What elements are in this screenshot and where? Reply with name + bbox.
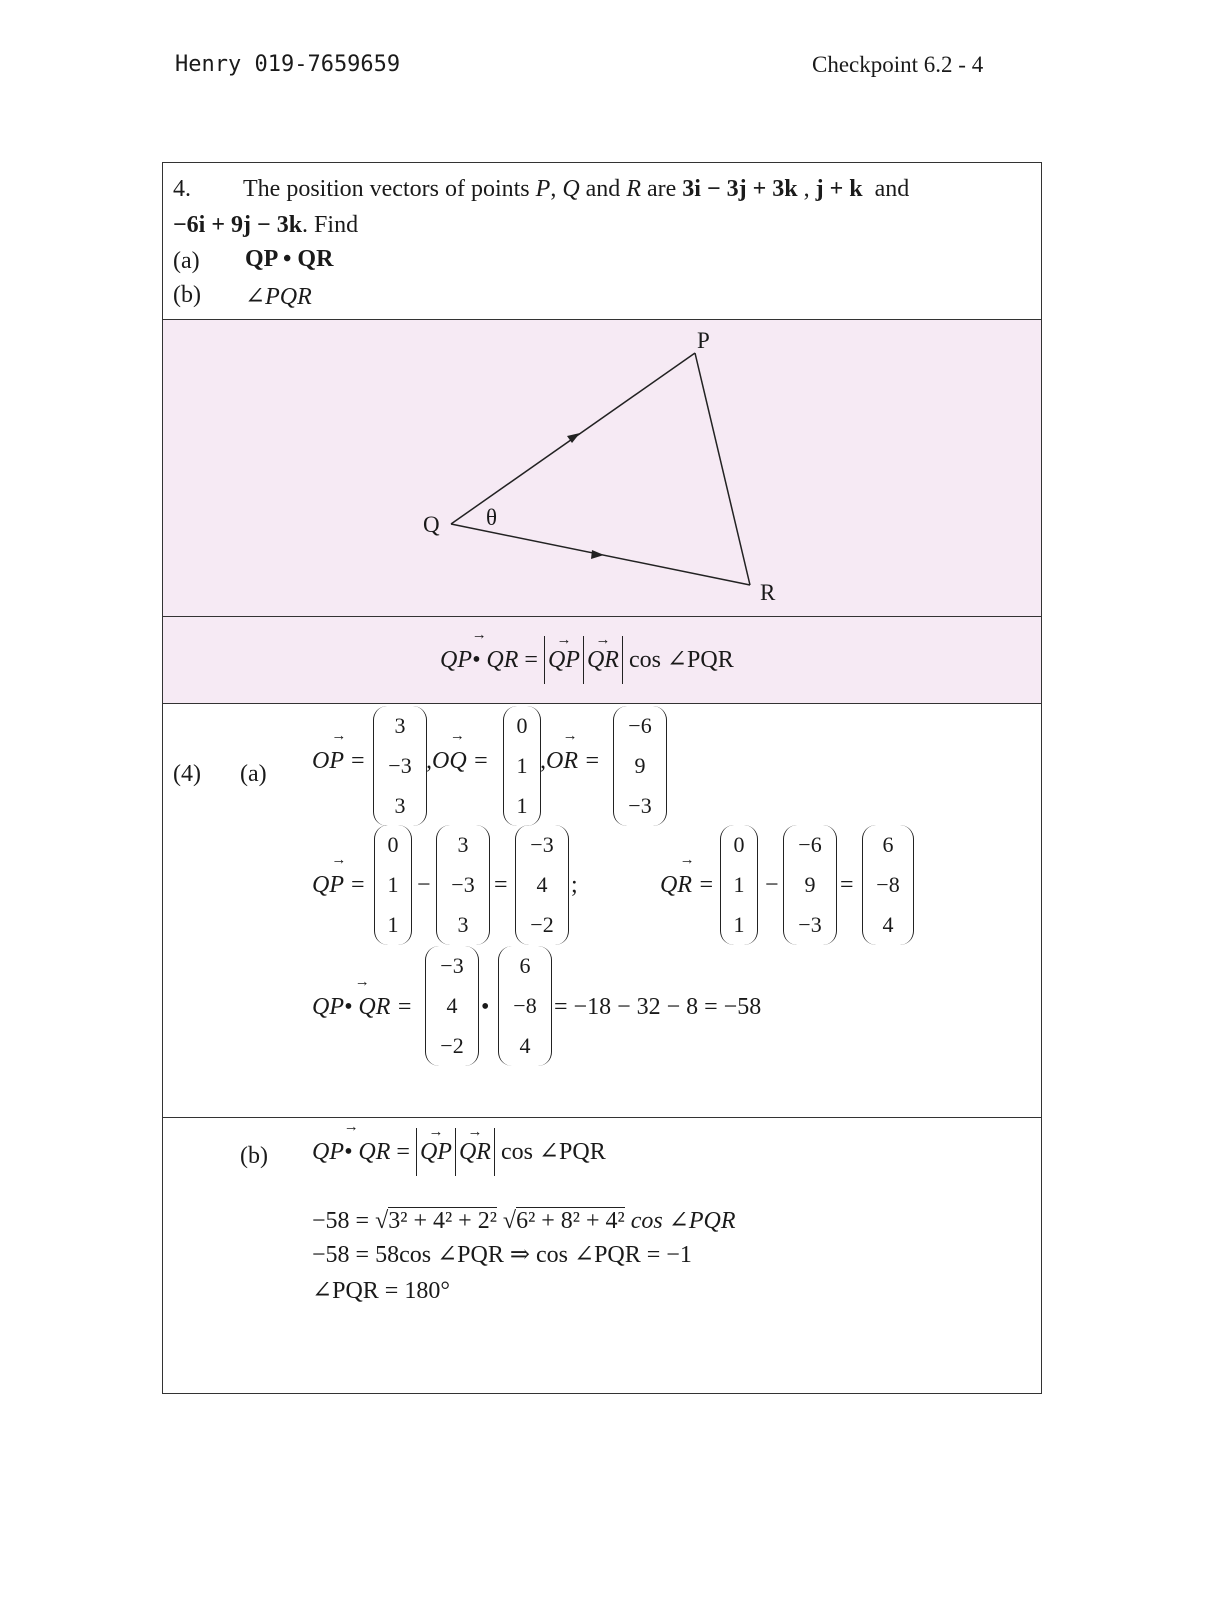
question-intro: The position vectors of points <box>243 176 536 202</box>
qp-minus: − <box>417 872 431 898</box>
point-q: Q <box>562 176 580 202</box>
question-line-1: The position vectors of points P, Q and R are 3i − 3j + 3k , j + k and <box>243 176 910 202</box>
qp-label: → QP = <box>312 872 366 899</box>
part-a-text: QP • QR <box>245 246 334 272</box>
and-word-2: and <box>874 176 910 202</box>
qr-label: → QR = <box>660 872 714 899</box>
qr-matrix-2: −6 9 −3 <box>783 825 837 945</box>
or-label: → ,OR = <box>540 748 600 775</box>
qr-minus: − <box>765 872 779 898</box>
or-matrix: −6 9 −3 <box>613 706 667 826</box>
qp-result-matrix: −3 4 −2 <box>515 825 569 945</box>
formula-lhs: → QP• QR <box>440 647 518 674</box>
solution-b-label: (b) <box>240 1143 268 1169</box>
sqrt-icon: √ <box>375 1208 389 1234</box>
vector-q: j + k <box>815 176 863 202</box>
dot-symbol: • <box>481 994 490 1020</box>
solution-b-line-3: −58 = 58cos ∠PQR ⇒ cos ∠PQR = −1 <box>312 1242 692 1268</box>
op-matrix: 3 −3 3 <box>373 706 427 826</box>
solution-b-line-2: −58 = √3² + 4² + 2² √6² + 8² + 4² cos ∠PQR <box>312 1208 736 1234</box>
label-p: P <box>697 328 710 353</box>
solution-number: (4) <box>173 761 201 787</box>
find-word: . Find <box>302 212 359 238</box>
part-b-text: ∠PQR <box>245 284 312 310</box>
point-r: R <box>626 176 641 202</box>
formula-cos: cos ∠PQR <box>628 647 734 673</box>
part-b-label: (b) <box>173 282 201 308</box>
oq-matrix: 0 1 1 <box>503 706 541 826</box>
dot-result: = −18 − 32 − 8 = −58 <box>554 994 762 1020</box>
qp-equals: = <box>494 872 508 898</box>
qr-equals: = <box>840 872 854 898</box>
qp-matrix-1: 0 1 1 <box>374 825 412 945</box>
question-line-2 <box>173 212 358 239</box>
arrow-qr-icon <box>591 550 604 559</box>
formula-equals: = <box>524 647 538 673</box>
solution-b-line-1: → QP• QR = → QP→ QR cos ∠PQR <box>312 1128 606 1176</box>
op-label: → OP = <box>312 748 366 775</box>
b-qr-mag: → QR <box>456 1128 495 1176</box>
dot-matrix-2: 6 −8 4 <box>498 946 552 1066</box>
formula-qp-mag: → QP <box>544 636 584 684</box>
qr-result-matrix: 6 −8 4 <box>862 825 914 945</box>
question-number: 4. <box>173 176 191 202</box>
triangle-diagram <box>162 319 1042 617</box>
header-contact: Henry 019-7659659 <box>175 52 401 77</box>
formula-qr-mag: → QR <box>584 636 623 684</box>
side-pr <box>695 353 750 585</box>
qp-semicolon: ; <box>571 872 578 898</box>
qp-matrix-2: 3 −3 3 <box>436 825 490 945</box>
are-word: are <box>646 176 677 202</box>
vector-p: 3i − 3j + 3k <box>682 176 798 202</box>
header-checkpoint: Checkpoint 6.2 - 4 <box>812 52 984 77</box>
and-word: and <box>585 176 621 202</box>
dot-matrix-1: −3 4 −2 <box>425 946 479 1066</box>
oq-label: → ,OQ = <box>426 748 489 775</box>
formula-line <box>440 636 734 684</box>
b-qp-mag: → QP <box>416 1128 456 1176</box>
label-r: R <box>760 580 776 605</box>
dot-label: → QP• QR = <box>312 994 413 1021</box>
solution-b-line-4: ∠PQR = 180° <box>312 1278 450 1304</box>
qr-matrix-1: 0 1 1 <box>720 825 758 945</box>
label-q: Q <box>423 512 440 537</box>
solution-a-label: (a) <box>240 761 267 787</box>
vector-r: −6i + 9j − 3k <box>173 212 303 238</box>
angle-theta: θ <box>486 505 498 530</box>
point-p: P <box>535 176 551 202</box>
part-a-label: (a) <box>173 248 200 274</box>
sqrt-icon-2: √ <box>502 1208 517 1234</box>
